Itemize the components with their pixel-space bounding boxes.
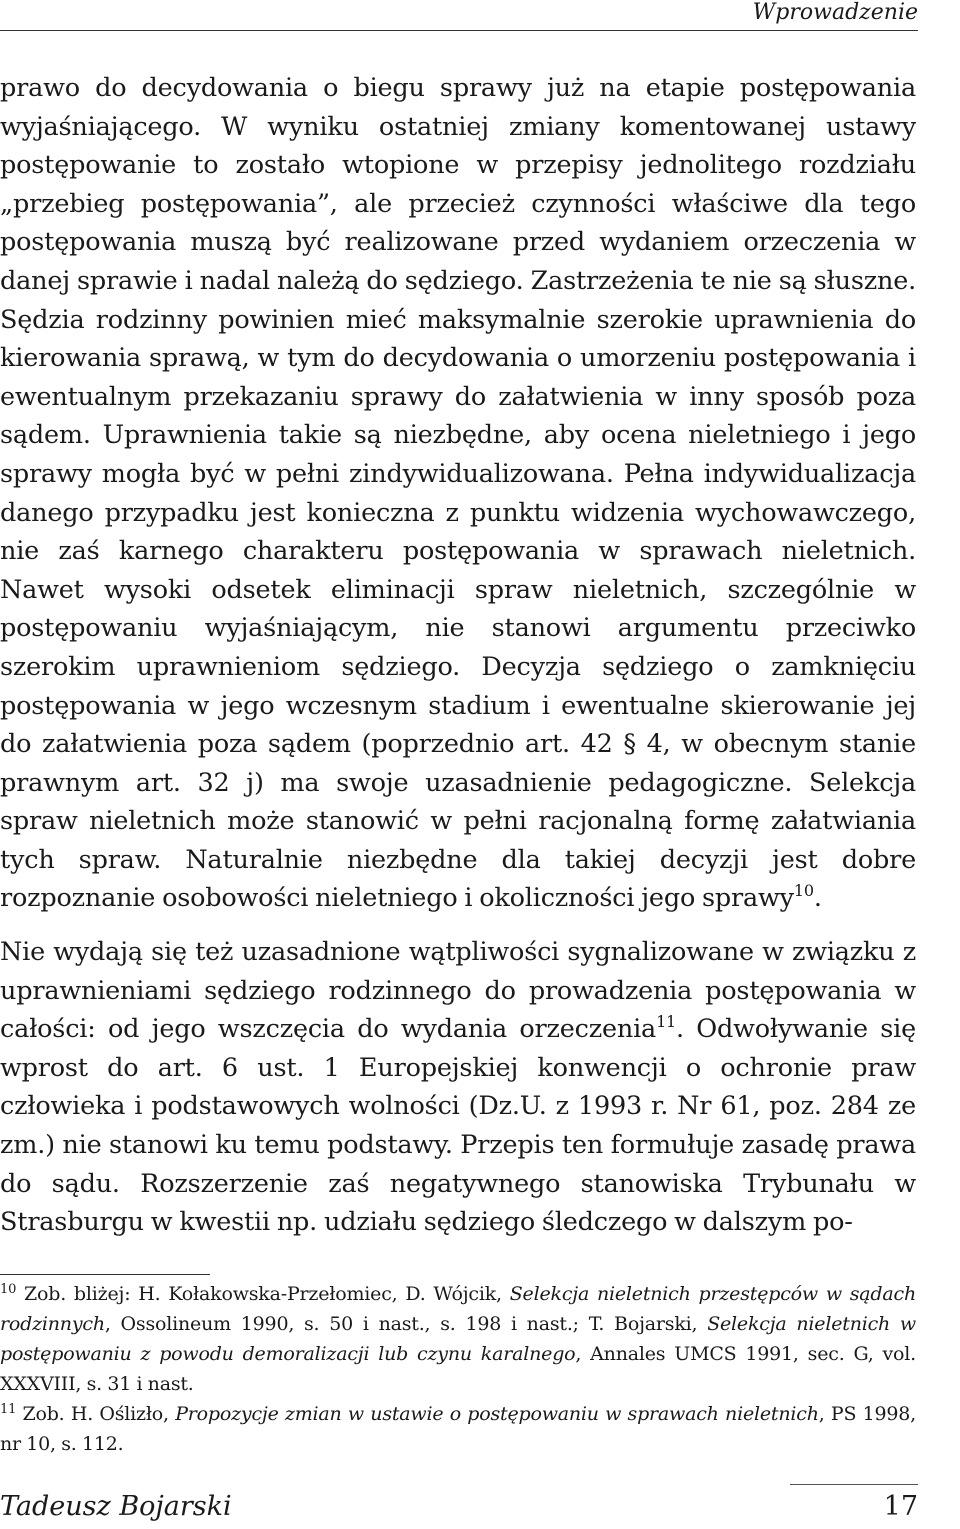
author-name: Tadeusz Bojarski — [0, 1491, 232, 1522]
footnote-10 — [0, 1279, 916, 1399]
footer-divider — [790, 1484, 918, 1485]
main-text — [0, 69, 916, 1242]
footnote-divider — [0, 1274, 210, 1275]
paragraph-2-text-b: . Odwoływanie się wprost do art. 6 ust. 1 Europejskiej konwencji o ochronie praw człowieka i podstawowych wolności (Dz.U. z 1993 r. Nr 61, poz. 284 ze zm.) nie stanowi ku temu podstawy. Przepis ten formułuje zasadę prawa do sądu. Rozszerzenie zaś negatywnego stanowiska Trybunału w Strasburgu w kwestii np. udziału sędziego śledczego w dalszym po- — [0, 1014, 916, 1238]
footnote-10-text-2: , Ossolineum 1990, s. 50 i nast., s. 198 i nast.; T. Bojarski, — [104, 1313, 708, 1335]
paragraph-1-end: . — [813, 883, 822, 914]
paragraph-1-text: prawo do decydowania o biegu sprawy już na etapie postępowania wyjaśniającego. W wyniku ostatniej zmiany komentowanej ustawy postępowanie to zostało wtopione w przepisy jednolitego rozdziału „przebieg postępowania”, ale przecież czynności właściwe dla tego postępowania muszą być realizowane przed wydaniem orzeczenia w danej sprawie i nadal należą do sędziego. Zastrzeżenia te nie są słuszne. Sędzia rodzinny powinien mieć maksymalnie szerokie uprawnienia do kierowania sprawą, w tym do decydowania o umorzeniu postępowania i ewentualnym przekazaniu sprawy do załatwienia w inny sposób poza sądem. Uprawnienia takie są niezbędne, aby ocena nieletniego i jego sprawy mogła być w pełni zindywidualizowana. Pełna indywidualizacja danego przypadku jest konieczna z punktu widzenia wychowawczego, nie zaś karnego charakteru postępowania w sprawach nieletnich. Nawet wysoki odsetek eliminacji spraw nieletnich, szczególnie w postępowaniu wyjaśniającym, nie stanowi argumentu przeciwko szerokim uprawnieniom sędziego. Decyzja sędziego o zamknięciu postępowania w jego wczesnym stadium i ewentualne skierowanie jej do załatwienia poza sądem (poprzednio art. 42 § 4, w obecnym stanie prawnym art. 32 j) ma swoje uzasadnienie pedagogiczne. Selekcja spraw nieletnich może stanowić w pełni racjonalną formę załatwiania tych spraw. Naturalnie niezbędne dla takiej decyzji jest dobre rozpoznanie osobowości nieletniego i okoliczności jego sprawy — [0, 73, 916, 914]
footnote-marker-11: 11 — [0, 1402, 17, 1417]
paragraph-2-text-a: Nie wydają się też uzasadnione wątpliwości sygnalizowane w związku z uprawnieniami sędziego rodzinnego do prowadzenia postępowania w całości: od jego wszczęcia do wydania orzeczenia — [0, 937, 916, 1045]
footnote-11-text-2: , PS 1998, nr 10, s. 112. — [0, 1403, 917, 1455]
footnotes — [0, 1279, 916, 1459]
header-divider — [0, 30, 918, 31]
running-title: Wprowadzenie — [752, 0, 918, 25]
paragraph-1 — [0, 69, 916, 918]
footnote-ref-10[interactable]: 10 — [793, 881, 814, 901]
footnote-10-text-1: Zob. bliżej: H. Kołakowska-Przełomiec, D. Wójcik, — [16, 1283, 510, 1305]
paragraph-2 — [0, 933, 916, 1242]
footnote-11 — [0, 1399, 916, 1459]
footnote-ref-11[interactable]: 11 — [656, 1012, 677, 1032]
footnote-10-title-1: Selekcja nieletnich przestępców w sądach rodzinnych — [0, 1283, 916, 1335]
footnote-11-title-1: Propozycje zmian w ustawie o postępowaniu w sprawach nieletnich — [175, 1403, 819, 1425]
footnote-10-title-2: Selekcja nieletnich w postępowaniu z powodu demoralizacji lub czynu karalnego — [0, 1313, 916, 1365]
footnote-10-text-3: , Annales UMCS 1991, sec. G, vol. XXXVIII, s. 31 i nast. — [0, 1343, 916, 1395]
footnote-11-text-1: Zob. H. Oślizło, — [16, 1403, 176, 1425]
footnote-marker-10: 10 — [0, 1282, 17, 1297]
page-number: 17 — [883, 1491, 918, 1522]
